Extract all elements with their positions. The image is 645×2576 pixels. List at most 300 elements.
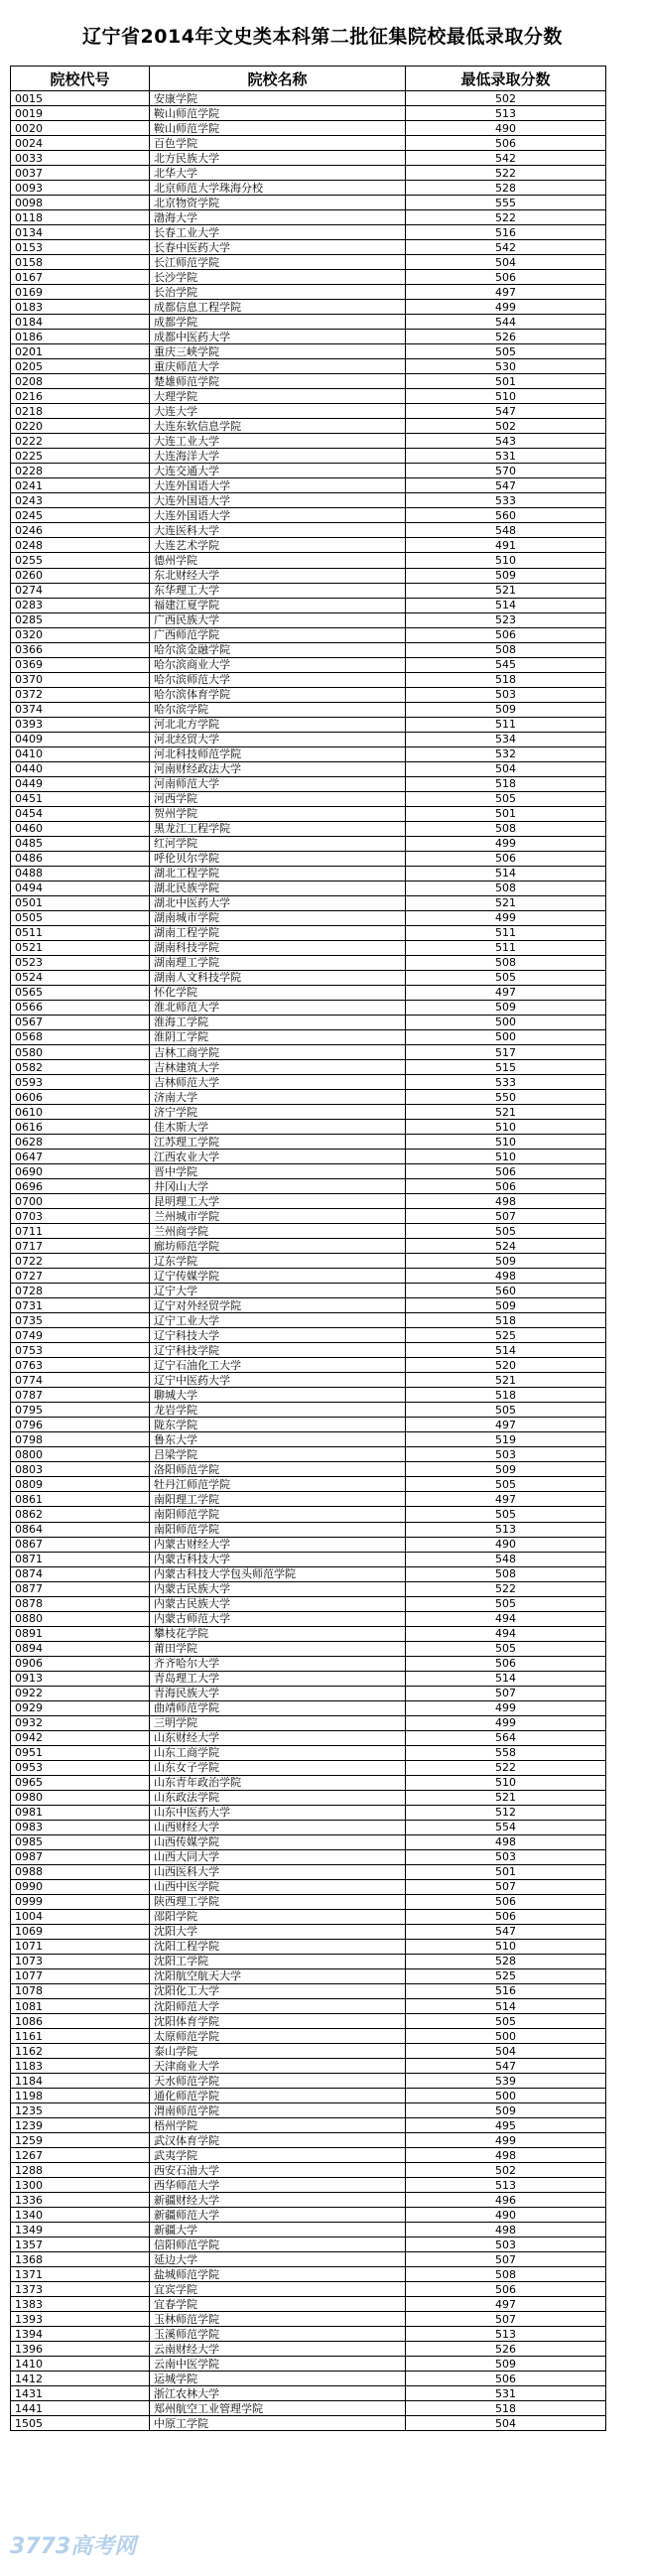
school-name-cell: 沈阳大学 bbox=[150, 1924, 406, 1939]
min-score-cell: 509 bbox=[406, 2103, 606, 2118]
school-code-cell: 0565 bbox=[11, 985, 150, 1000]
school-code-cell: 0787 bbox=[11, 1388, 150, 1403]
school-code-cell: 1394 bbox=[11, 2327, 150, 2342]
min-score-cell: 500 bbox=[406, 2029, 606, 2044]
table-row bbox=[11, 2297, 606, 2312]
school-name-cell: 信阳师范学院 bbox=[150, 2237, 406, 2252]
school-code-cell: 0932 bbox=[11, 1715, 150, 1730]
school-name-cell: 山西大同大学 bbox=[150, 1849, 406, 1864]
min-score-cell: 506 bbox=[406, 627, 606, 642]
table-row bbox=[11, 1954, 606, 1968]
min-score-cell: 507 bbox=[406, 2252, 606, 2267]
min-score-cell: 496 bbox=[406, 2193, 606, 2208]
school-name-cell: 大连外国语大学 bbox=[150, 478, 406, 493]
school-code-cell: 1336 bbox=[11, 2193, 150, 2208]
school-code-cell: 0894 bbox=[11, 1641, 150, 1656]
table-row bbox=[11, 508, 606, 523]
table-row bbox=[11, 493, 606, 508]
table-row bbox=[11, 1611, 606, 1626]
table-row bbox=[11, 1775, 606, 1790]
school-code-cell: 1412 bbox=[11, 2372, 150, 2386]
site-watermark-logo: 3773高考网 bbox=[10, 2534, 137, 2559]
school-code-cell: 0862 bbox=[11, 1507, 150, 1522]
school-name-cell: 河南财经政法大学 bbox=[150, 761, 406, 776]
school-name-cell: 湖北中医药大学 bbox=[150, 895, 406, 910]
school-name-cell: 内蒙古财经大学 bbox=[150, 1537, 406, 1552]
table-row bbox=[11, 270, 606, 285]
min-score-cell: 506 bbox=[406, 1656, 606, 1671]
school-code-cell: 1373 bbox=[11, 2282, 150, 2297]
school-code-cell: 0228 bbox=[11, 464, 150, 478]
school-code-cell: 1161 bbox=[11, 2029, 150, 2044]
table-row bbox=[11, 1373, 606, 1388]
school-name-cell: 青海民族大学 bbox=[150, 1686, 406, 1700]
school-name-cell: 渭南师范学院 bbox=[150, 2103, 406, 2118]
school-name-cell: 南阳理工学院 bbox=[150, 1492, 406, 1507]
school-name-cell: 山西医科大学 bbox=[150, 1864, 406, 1879]
school-code-cell: 0567 bbox=[11, 1015, 150, 1029]
table-row bbox=[11, 1447, 606, 1462]
table-row bbox=[11, 1909, 606, 1924]
min-score-cell: 560 bbox=[406, 1284, 606, 1298]
min-score-cell: 508 bbox=[406, 642, 606, 657]
school-code-cell: 1441 bbox=[11, 2401, 150, 2416]
school-name-cell: 梧州学院 bbox=[150, 2118, 406, 2133]
school-name-cell: 鲁东大学 bbox=[150, 1432, 406, 1447]
min-score-cell: 505 bbox=[406, 1641, 606, 1656]
table-row bbox=[11, 1194, 606, 1209]
school-code-cell: 0033 bbox=[11, 151, 150, 166]
min-score-cell: 506 bbox=[406, 1164, 606, 1179]
school-code-cell: 0566 bbox=[11, 1000, 150, 1015]
school-code-cell: 0216 bbox=[11, 389, 150, 404]
min-score-cell: 509 bbox=[406, 1000, 606, 1015]
table-row bbox=[11, 2282, 606, 2297]
school-name-cell: 河北科技师范学院 bbox=[150, 746, 406, 761]
school-code-cell: 1505 bbox=[11, 2416, 150, 2431]
min-score-cell: 511 bbox=[406, 717, 606, 732]
school-code-cell: 0169 bbox=[11, 285, 150, 300]
school-name-cell: 晋中学院 bbox=[150, 1164, 406, 1179]
table-row bbox=[11, 1566, 606, 1581]
school-name-cell: 沈阳工学院 bbox=[150, 1954, 406, 1968]
school-name-cell: 大连交通大学 bbox=[150, 464, 406, 478]
min-score-cell: 510 bbox=[406, 1775, 606, 1790]
school-name-cell: 沈阳化工大学 bbox=[150, 1983, 406, 1998]
table-row bbox=[11, 344, 606, 359]
min-score-cell: 497 bbox=[406, 285, 606, 300]
school-code-cell: 0505 bbox=[11, 910, 150, 925]
school-code-cell: 1071 bbox=[11, 1939, 150, 1954]
school-code-cell: 0616 bbox=[11, 1120, 150, 1135]
table-row bbox=[11, 1671, 606, 1686]
school-code-cell: 0208 bbox=[11, 374, 150, 389]
table-row bbox=[11, 2163, 606, 2178]
table-row bbox=[11, 91, 606, 106]
school-name-cell: 呼伦贝尔学院 bbox=[150, 851, 406, 866]
school-name-cell: 山东政法学院 bbox=[150, 1790, 406, 1805]
school-code-cell: 0184 bbox=[11, 315, 150, 330]
school-code-cell: 0965 bbox=[11, 1775, 150, 1790]
table-row bbox=[11, 955, 606, 970]
table-row bbox=[11, 940, 606, 955]
min-score-cell: 523 bbox=[406, 612, 606, 627]
school-code-cell: 0093 bbox=[11, 181, 150, 196]
table-row bbox=[11, 1254, 606, 1269]
school-name-cell: 新疆大学 bbox=[150, 2223, 406, 2237]
school-name-cell: 山西中医学院 bbox=[150, 1879, 406, 1894]
min-score-cell: 518 bbox=[406, 2401, 606, 2416]
school-name-cell: 玉溪师范学院 bbox=[150, 2327, 406, 2342]
table-row bbox=[11, 404, 606, 419]
table-row bbox=[11, 821, 606, 836]
school-code-cell: 0593 bbox=[11, 1075, 150, 1090]
table-row bbox=[11, 1760, 606, 1775]
min-score-cell: 542 bbox=[406, 240, 606, 255]
table-row bbox=[11, 1849, 606, 1864]
table-row bbox=[11, 1015, 606, 1029]
min-score-cell: 522 bbox=[406, 1581, 606, 1596]
table-row bbox=[11, 1939, 606, 1954]
table-row bbox=[11, 1150, 606, 1164]
table-row bbox=[11, 1730, 606, 1745]
school-code-cell: 0024 bbox=[11, 136, 150, 151]
min-score-cell: 510 bbox=[406, 1939, 606, 1954]
min-score-cell: 515 bbox=[406, 1060, 606, 1075]
school-code-cell: 0158 bbox=[11, 255, 150, 270]
school-name-cell: 北京物资学院 bbox=[150, 196, 406, 210]
min-score-cell: 503 bbox=[406, 1447, 606, 1462]
table-row bbox=[11, 1313, 606, 1328]
school-name-cell: 南阳师范学院 bbox=[150, 1522, 406, 1537]
school-code-cell: 0722 bbox=[11, 1254, 150, 1269]
school-code-cell: 0449 bbox=[11, 776, 150, 791]
table-row bbox=[11, 210, 606, 225]
school-code-cell: 0494 bbox=[11, 881, 150, 895]
school-code-cell: 0795 bbox=[11, 1403, 150, 1418]
min-score-cell: 524 bbox=[406, 1239, 606, 1254]
min-score-cell: 499 bbox=[406, 836, 606, 851]
table-row bbox=[11, 1090, 606, 1105]
school-code-cell: 0222 bbox=[11, 434, 150, 449]
min-score-cell: 555 bbox=[406, 196, 606, 210]
min-score-cell: 522 bbox=[406, 166, 606, 181]
table-row bbox=[11, 1805, 606, 1820]
school-code-cell: 0913 bbox=[11, 1671, 150, 1686]
school-name-cell: 内蒙古民族大学 bbox=[150, 1581, 406, 1596]
school-name-cell: 云南财经大学 bbox=[150, 2342, 406, 2357]
min-score-cell: 543 bbox=[406, 434, 606, 449]
school-name-cell: 兰州商学院 bbox=[150, 1224, 406, 1239]
table-row bbox=[11, 478, 606, 493]
school-code-cell: 0511 bbox=[11, 925, 150, 940]
school-name-cell: 武夷学院 bbox=[150, 2148, 406, 2163]
table-row bbox=[11, 1879, 606, 1894]
school-name-cell: 百色学院 bbox=[150, 136, 406, 151]
table-row bbox=[11, 1820, 606, 1834]
min-score-cell: 513 bbox=[406, 2178, 606, 2193]
table-row bbox=[11, 761, 606, 776]
table-row bbox=[11, 910, 606, 925]
school-name-cell: 长沙学院 bbox=[150, 270, 406, 285]
school-name-cell: 湖南工程学院 bbox=[150, 925, 406, 940]
school-name-cell: 沈阳工程学院 bbox=[150, 1939, 406, 1954]
school-code-cell: 1431 bbox=[11, 2386, 150, 2401]
min-score-cell: 525 bbox=[406, 1968, 606, 1983]
min-score-cell: 501 bbox=[406, 806, 606, 821]
school-name-cell: 辽宁传媒学院 bbox=[150, 1269, 406, 1284]
min-score-cell: 547 bbox=[406, 478, 606, 493]
min-score-cell: 532 bbox=[406, 746, 606, 761]
min-score-cell: 525 bbox=[406, 1328, 606, 1343]
school-code-cell: 0248 bbox=[11, 538, 150, 553]
school-code-cell: 0774 bbox=[11, 1373, 150, 1388]
table-row bbox=[11, 1700, 606, 1715]
school-code-cell: 1184 bbox=[11, 2074, 150, 2089]
table-header-row bbox=[11, 67, 606, 91]
table-row bbox=[11, 1626, 606, 1641]
school-code-cell: 0243 bbox=[11, 493, 150, 508]
school-name-cell: 淮阴工学院 bbox=[150, 1029, 406, 1044]
school-name-cell: 沈阳体育学院 bbox=[150, 2014, 406, 2029]
school-name-cell: 辽宁石油化工大学 bbox=[150, 1358, 406, 1373]
school-code-cell: 0283 bbox=[11, 598, 150, 612]
school-name-cell: 延边大学 bbox=[150, 2252, 406, 2267]
school-code-cell: 0320 bbox=[11, 627, 150, 642]
school-code-cell: 1069 bbox=[11, 1924, 150, 1939]
school-code-cell: 0409 bbox=[11, 732, 150, 746]
school-name-cell: 盐城师范学院 bbox=[150, 2267, 406, 2282]
table-row bbox=[11, 1075, 606, 1090]
table-row bbox=[11, 1105, 606, 1120]
table-row bbox=[11, 2252, 606, 2267]
table-row bbox=[11, 1045, 606, 1060]
table-row bbox=[11, 1000, 606, 1015]
min-score-cell: 519 bbox=[406, 1432, 606, 1447]
school-name-cell: 大连外国语大学 bbox=[150, 493, 406, 508]
school-name-cell: 大连东软信息学院 bbox=[150, 419, 406, 434]
min-score-cell: 498 bbox=[406, 1194, 606, 1209]
school-name-cell: 湖南城市学院 bbox=[150, 910, 406, 925]
table-row bbox=[11, 285, 606, 300]
table-row bbox=[11, 449, 606, 464]
school-code-cell: 1239 bbox=[11, 2118, 150, 2133]
table-row bbox=[11, 732, 606, 746]
school-name-cell: 莆田学院 bbox=[150, 1641, 406, 1656]
table-row bbox=[11, 2044, 606, 2059]
school-name-cell: 淮北师范大学 bbox=[150, 1000, 406, 1015]
min-score-cell: 518 bbox=[406, 1388, 606, 1403]
table-row bbox=[11, 642, 606, 657]
table-row bbox=[11, 106, 606, 121]
school-name-cell: 广西民族大学 bbox=[150, 612, 406, 627]
table-row bbox=[11, 1596, 606, 1611]
school-name-cell: 宜春学院 bbox=[150, 2297, 406, 2312]
min-score-cell: 564 bbox=[406, 1730, 606, 1745]
school-code-cell: 0871 bbox=[11, 1552, 150, 1566]
school-code-cell: 0372 bbox=[11, 687, 150, 702]
school-code-cell: 0015 bbox=[11, 91, 150, 106]
min-score-cell: 497 bbox=[406, 985, 606, 1000]
school-code-cell: 0880 bbox=[11, 1611, 150, 1626]
table-row bbox=[11, 1135, 606, 1150]
school-name-cell: 沈阳航空航天大学 bbox=[150, 1968, 406, 1983]
min-score-cell: 509 bbox=[406, 702, 606, 717]
school-code-cell: 0606 bbox=[11, 1090, 150, 1105]
school-code-cell: 0486 bbox=[11, 851, 150, 866]
school-name-cell: 齐齐哈尔大学 bbox=[150, 1656, 406, 1671]
school-name-cell: 哈尔滨金融学院 bbox=[150, 642, 406, 657]
min-score-cell: 531 bbox=[406, 2386, 606, 2401]
min-score-cell: 500 bbox=[406, 1029, 606, 1044]
min-score-cell: 558 bbox=[406, 1745, 606, 1760]
table-row bbox=[11, 1581, 606, 1596]
school-code-cell: 0980 bbox=[11, 1790, 150, 1805]
school-code-cell: 1077 bbox=[11, 1968, 150, 1983]
school-code-cell: 0703 bbox=[11, 1209, 150, 1224]
school-name-cell: 湖南科技学院 bbox=[150, 940, 406, 955]
min-score-cell: 505 bbox=[406, 1507, 606, 1522]
school-code-cell: 0628 bbox=[11, 1135, 150, 1150]
table-row bbox=[11, 1715, 606, 1730]
min-score-cell: 505 bbox=[406, 2014, 606, 2029]
school-code-cell: 1073 bbox=[11, 1954, 150, 1968]
school-code-cell: 1086 bbox=[11, 2014, 150, 2029]
school-code-cell: 1410 bbox=[11, 2357, 150, 2372]
table-row bbox=[11, 627, 606, 642]
school-code-cell: 0891 bbox=[11, 1626, 150, 1641]
school-name-cell: 内蒙古科技大学 bbox=[150, 1552, 406, 1566]
min-score-cell: 560 bbox=[406, 508, 606, 523]
min-score-cell: 504 bbox=[406, 2044, 606, 2059]
min-score-cell: 513 bbox=[406, 106, 606, 121]
school-code-cell: 0981 bbox=[11, 1805, 150, 1820]
school-name-cell: 廊坊师范学院 bbox=[150, 1239, 406, 1254]
school-name-cell: 辽宁中医药大学 bbox=[150, 1373, 406, 1388]
school-code-cell: 1349 bbox=[11, 2223, 150, 2237]
min-score-cell: 498 bbox=[406, 1269, 606, 1284]
school-name-cell: 湖北工程学院 bbox=[150, 866, 406, 881]
table-row bbox=[11, 2416, 606, 2431]
table-row bbox=[11, 121, 606, 136]
table-row bbox=[11, 925, 606, 940]
school-code-cell: 0410 bbox=[11, 746, 150, 761]
school-name-cell: 内蒙古科技大学包头师范学院 bbox=[150, 1566, 406, 1581]
min-score-cell: 514 bbox=[406, 1671, 606, 1686]
school-name-cell: 吉林工商学院 bbox=[150, 1045, 406, 1060]
min-score-cell: 521 bbox=[406, 895, 606, 910]
school-name-cell: 广西师范学院 bbox=[150, 627, 406, 642]
school-code-cell: 1259 bbox=[11, 2133, 150, 2148]
school-code-cell: 1368 bbox=[11, 2252, 150, 2267]
table-row bbox=[11, 2237, 606, 2252]
school-code-cell: 0454 bbox=[11, 806, 150, 821]
school-name-cell: 山东中医药大学 bbox=[150, 1805, 406, 1820]
table-row bbox=[11, 2059, 606, 2074]
school-name-cell: 沈阳师范大学 bbox=[150, 1999, 406, 2014]
table-row bbox=[11, 1477, 606, 1492]
table-row bbox=[11, 776, 606, 791]
school-code-cell: 1340 bbox=[11, 2208, 150, 2223]
min-score-cell: 506 bbox=[406, 2372, 606, 2386]
school-name-cell: 曲靖师范学院 bbox=[150, 1700, 406, 1715]
school-code-cell: 0922 bbox=[11, 1686, 150, 1700]
school-name-cell: 大连工业大学 bbox=[150, 434, 406, 449]
table-row bbox=[11, 1358, 606, 1373]
school-code-cell: 1300 bbox=[11, 2178, 150, 2193]
school-name-cell: 鞍山师范学院 bbox=[150, 121, 406, 136]
admission-score-table bbox=[10, 66, 606, 2431]
header-school-name: 院校名称 bbox=[150, 67, 406, 91]
min-score-cell: 507 bbox=[406, 1209, 606, 1224]
school-code-cell: 0186 bbox=[11, 330, 150, 344]
school-name-cell: 佳木斯大学 bbox=[150, 1120, 406, 1135]
min-score-cell: 505 bbox=[406, 1403, 606, 1418]
table-row bbox=[11, 151, 606, 166]
school-code-cell: 0800 bbox=[11, 1447, 150, 1462]
table-row bbox=[11, 2386, 606, 2401]
table-row bbox=[11, 1343, 606, 1358]
school-name-cell: 淮海工学院 bbox=[150, 1015, 406, 1029]
school-name-cell: 云南中医学院 bbox=[150, 2357, 406, 2372]
school-name-cell: 南阳师范学院 bbox=[150, 1507, 406, 1522]
school-name-cell: 邵阳学院 bbox=[150, 1909, 406, 1924]
school-code-cell: 1162 bbox=[11, 2044, 150, 2059]
school-code-cell: 0218 bbox=[11, 404, 150, 419]
min-score-cell: 517 bbox=[406, 1045, 606, 1060]
min-score-cell: 508 bbox=[406, 2267, 606, 2282]
min-score-cell: 554 bbox=[406, 1820, 606, 1834]
school-code-cell: 0953 bbox=[11, 1760, 150, 1775]
school-name-cell: 吉林师范大学 bbox=[150, 1075, 406, 1090]
school-name-cell: 辽宁科技学院 bbox=[150, 1343, 406, 1358]
min-score-cell: 526 bbox=[406, 2342, 606, 2357]
school-code-cell: 0749 bbox=[11, 1328, 150, 1343]
school-code-cell: 0987 bbox=[11, 1849, 150, 1864]
min-score-cell: 498 bbox=[406, 2223, 606, 2237]
school-code-cell: 0798 bbox=[11, 1432, 150, 1447]
school-name-cell: 哈尔滨师范大学 bbox=[150, 672, 406, 687]
table-row bbox=[11, 1432, 606, 1447]
school-code-cell: 0225 bbox=[11, 449, 150, 464]
school-name-cell: 东北财经大学 bbox=[150, 568, 406, 583]
min-score-cell: 502 bbox=[406, 419, 606, 434]
min-score-cell: 503 bbox=[406, 2237, 606, 2252]
school-name-cell: 中原工学院 bbox=[150, 2416, 406, 2431]
table-row bbox=[11, 2029, 606, 2044]
school-name-cell: 辽宁对外经贸学院 bbox=[150, 1298, 406, 1313]
school-name-cell: 陕西理工学院 bbox=[150, 1894, 406, 1909]
table-row bbox=[11, 985, 606, 1000]
school-code-cell: 0803 bbox=[11, 1462, 150, 1477]
school-code-cell: 0985 bbox=[11, 1834, 150, 1849]
table-row bbox=[11, 866, 606, 881]
table-row bbox=[11, 2148, 606, 2163]
school-name-cell: 大连大学 bbox=[150, 404, 406, 419]
min-score-cell: 516 bbox=[406, 1983, 606, 1998]
school-code-cell: 0711 bbox=[11, 1224, 150, 1239]
school-name-cell: 楚雄师范学院 bbox=[150, 374, 406, 389]
min-score-cell: 506 bbox=[406, 1894, 606, 1909]
school-code-cell: 0796 bbox=[11, 1418, 150, 1432]
min-score-cell: 512 bbox=[406, 1805, 606, 1820]
table-row bbox=[11, 2223, 606, 2237]
table-row bbox=[11, 464, 606, 478]
school-name-cell: 江苏理工学院 bbox=[150, 1135, 406, 1150]
min-score-cell: 502 bbox=[406, 91, 606, 106]
min-score-cell: 511 bbox=[406, 940, 606, 955]
school-code-cell: 0485 bbox=[11, 836, 150, 851]
